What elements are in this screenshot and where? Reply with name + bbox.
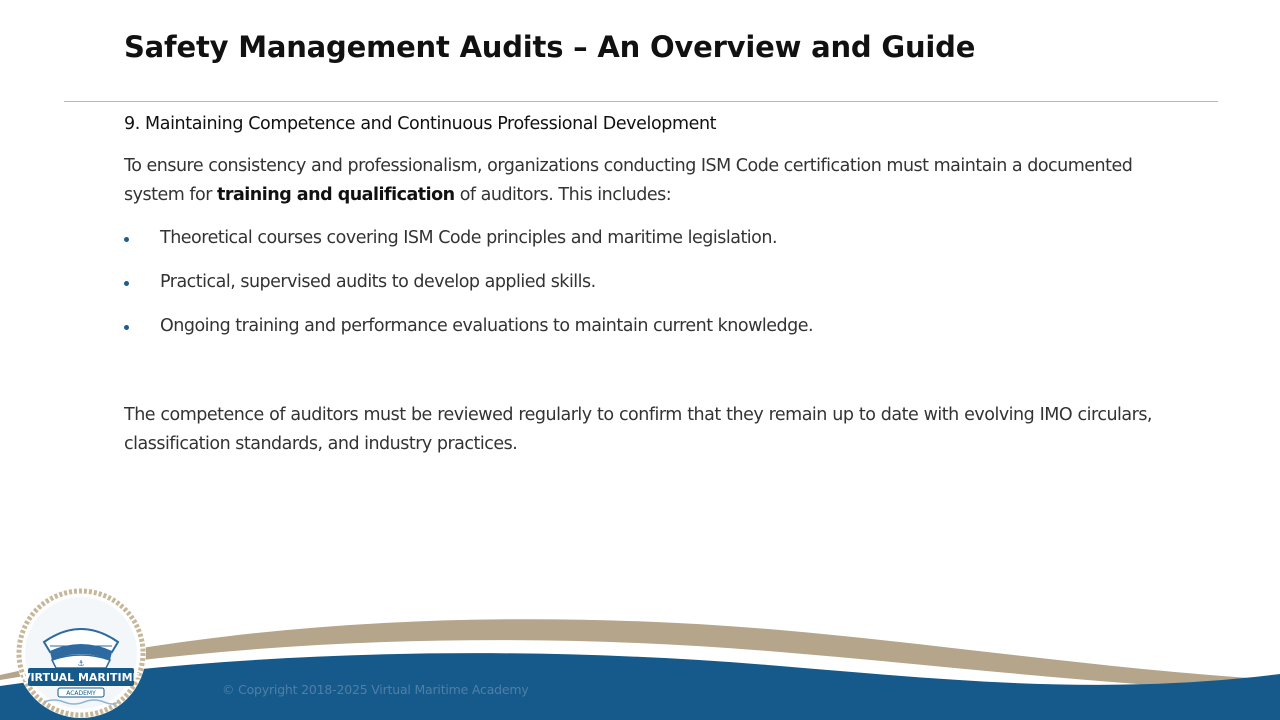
bullet-text: Theoretical courses covering ISM Code principles and maritime legislation.	[160, 228, 778, 248]
bullet-item	[124, 224, 1152, 253]
logo-text-sub: ACADEMY	[66, 690, 96, 697]
bullet-text: Ongoing training and performance evaluations to maintain current knowledge.	[160, 316, 814, 336]
academy-logo	[14, 586, 148, 720]
intro-paragraph	[124, 152, 1152, 210]
slide-content	[124, 114, 1152, 459]
intro-text-before: To ensure consistency and professionalism, organizations conducting ISM Code certification must maintain a documented system for	[124, 156, 1133, 205]
bullet-item	[124, 312, 1152, 341]
copyright-text: © Copyright 2018-2025 Virtual Maritime Academy	[222, 682, 529, 697]
bullet-item	[124, 268, 1152, 297]
bullet-list	[124, 224, 1152, 341]
bullet-dot-icon	[124, 281, 129, 286]
bullet-text: Practical, supervised audits to develop applied skills.	[160, 272, 596, 292]
intro-text-after: of auditors. This includes:	[454, 185, 672, 205]
svg-text:⚓: ⚓	[77, 659, 85, 668]
title-divider	[64, 101, 1218, 102]
logo-text-main: VIRTUAL MARITIME	[21, 671, 141, 684]
intro-text-bold: training and qualification	[216, 185, 455, 205]
section-heading: 9. Maintaining Competence and Continuous Professional Development	[124, 114, 717, 134]
footer-wave	[0, 600, 1280, 720]
slide-title: Safety Management Audits – An Overview and Guide	[124, 30, 976, 64]
bullet-dot-icon	[124, 237, 129, 242]
closing-paragraph: The competence of auditors must be reviewed regularly to confirm that they remain up to date with evolving IMO circulars, classification standards, and industry practices.	[124, 405, 1152, 454]
bullet-dot-icon	[124, 325, 129, 330]
